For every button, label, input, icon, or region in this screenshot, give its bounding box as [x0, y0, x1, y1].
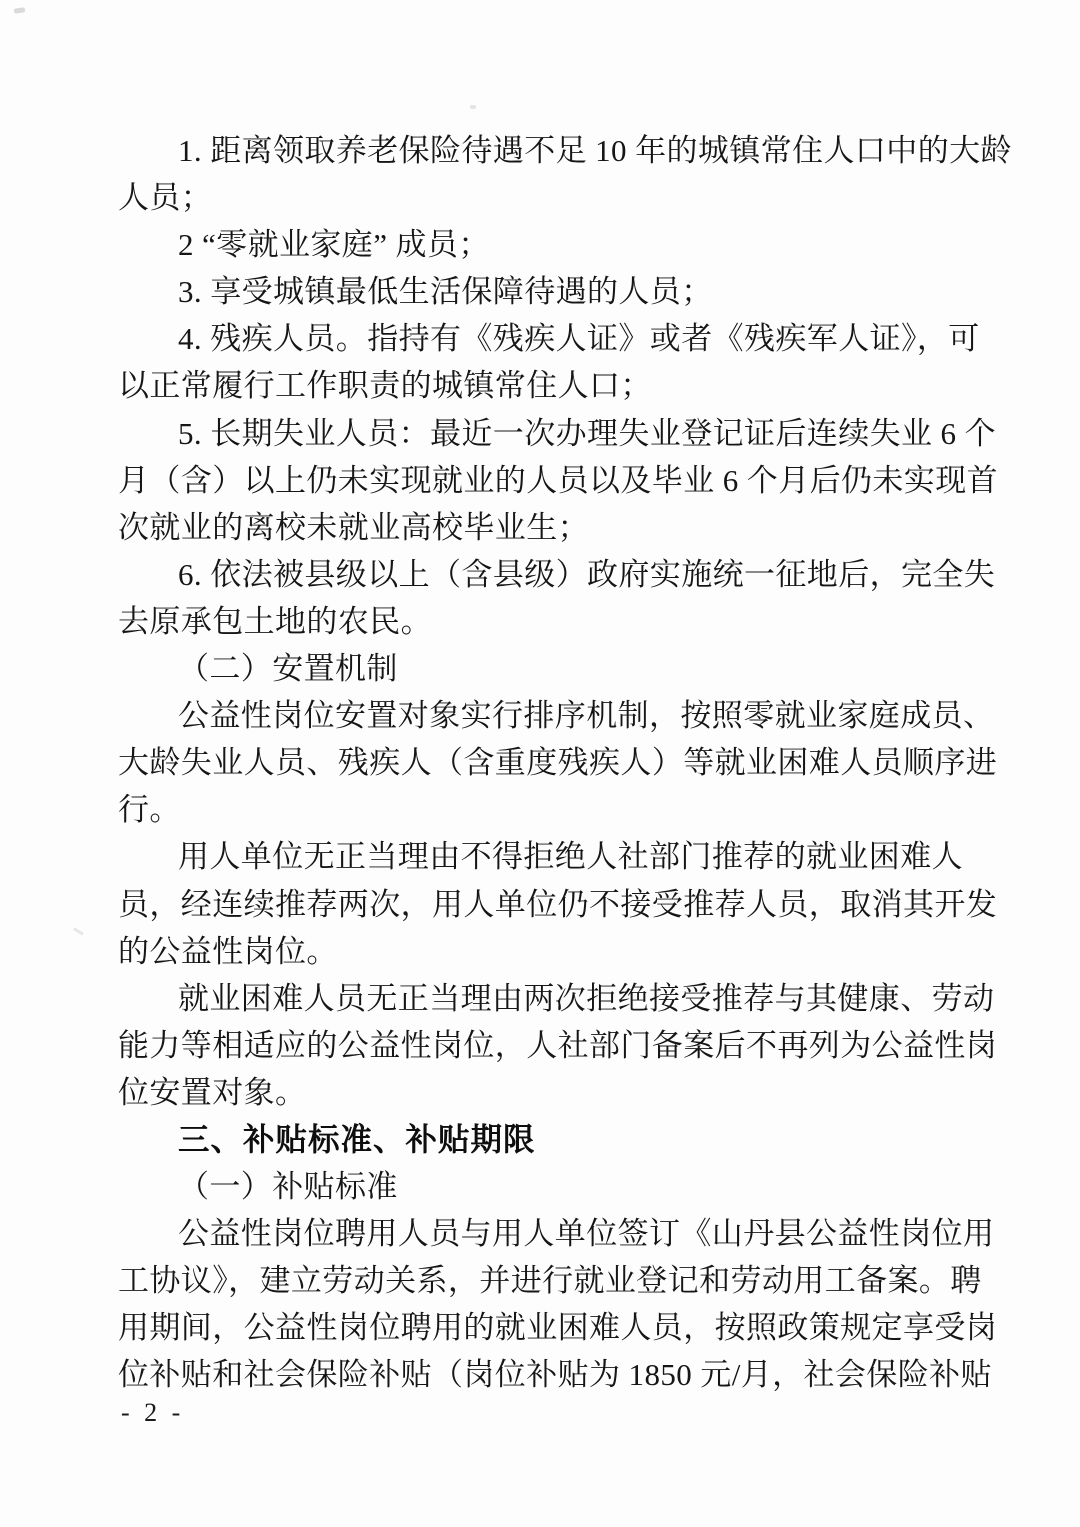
- text-line: 3. 享受城镇最低生活保障待遇的人员；: [178, 274, 713, 310]
- text-line: 公益性岗位聘用人员与用人单位签订《山丹县公益性岗位用: [178, 1216, 995, 1252]
- text-line: 位补贴和社会保险补贴（岗位补贴为 1850 元/月，社会保险补贴: [118, 1357, 992, 1393]
- text-line: 位安置对象。: [118, 1074, 307, 1110]
- text-line: 能力等相适应的公益性岗位，人社部门备案后不再列为公益性岗: [118, 1027, 998, 1063]
- text-line: （二）安置机制: [178, 651, 398, 687]
- scan-artifact-left-margin: [73, 927, 84, 935]
- text-line: 以正常履行工作职责的城镇常住人口；: [118, 368, 652, 404]
- text-line: 员，经连续推荐两次，用人单位仍不接受推荐人员，取消其开发: [118, 886, 998, 922]
- text-line: 6. 依法被县级以上（含县级）政府实施统一征地后，完全失: [178, 556, 996, 592]
- text-line: 的公益性岗位。: [118, 933, 338, 969]
- text-line: 次就业的离校未就业高校毕业生；: [118, 509, 589, 545]
- text-line: 工协议》，建立劳动关系，并进行就业登记和劳动用工备案。聘: [118, 1263, 982, 1299]
- text-line: 1. 距离领取养老保险待遇不足 10 年的城镇常住人口中的大龄: [178, 133, 1012, 168]
- text-line: 人员；: [118, 180, 213, 216]
- page-number: - 2 -: [121, 1398, 185, 1427]
- text-line: 去原承包土地的农民。: [118, 603, 432, 639]
- section-heading-line: 三、补贴标准、补贴期限: [178, 1120, 536, 1157]
- text-line: 公益性岗位安置对象实行排序机制，按照零就业家庭成员、: [178, 698, 995, 734]
- scan-artifact-center-top: [470, 105, 476, 109]
- text-line: 就业困难人员无正当理由两次拒绝接受推荐与其健康、劳动: [178, 980, 995, 1016]
- text-line: 5. 长期失业人员：最近一次办理失业登记证后连续失业 6 个: [178, 415, 996, 451]
- text-line: 大龄失业人员、残疾人（含重度残疾人）等就业困难人员顺序进: [118, 745, 998, 781]
- text-line: 4. 残疾人员。指持有《残疾人证》或者《残疾军人证》，可: [178, 321, 980, 357]
- text-line: 月（含）以上仍未实现就业的人员以及毕业 6 个月后仍未实现首: [118, 462, 998, 498]
- scan-artifact-top-left: [14, 7, 26, 13]
- text-line: 2 “零就业家庭” 成员；: [178, 227, 490, 263]
- text-line: 用期间，公益性岗位聘用的就业困难人员，按照政策规定享受岗: [118, 1310, 998, 1346]
- page-body-text: [118, 127, 1012, 1399]
- text-line: 用人单位无正当理由不得拒绝人社部门推荐的就业困难人: [178, 839, 963, 875]
- text-line: 行。: [118, 792, 181, 828]
- text-line: （一）补贴标准: [178, 1169, 398, 1205]
